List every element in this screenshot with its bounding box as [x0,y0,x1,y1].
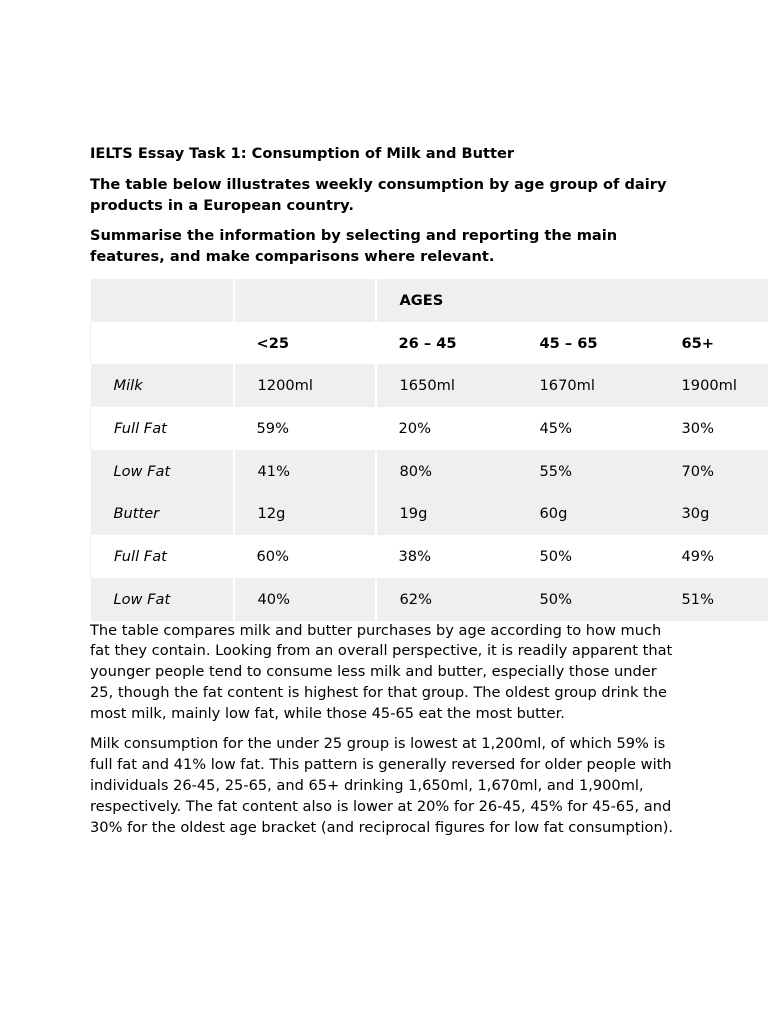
table-row [91,578,768,621]
table-row [91,535,768,578]
row-label: Full Fat [91,535,234,578]
table-row [91,492,768,535]
table-cell: 60g [517,492,659,535]
table-cell: 50% [539,547,572,565]
table-cell: 41% [234,450,376,493]
task-instructions: Summarise the information by selecting and reporting the main features, and make comparisons where relevant. [90,227,618,265]
table-cell: 30% [681,419,714,437]
column-header: <25 [256,334,290,352]
document-page [90,144,768,838]
table-cell: 62% [376,578,517,621]
table-cell: 59% [256,419,289,437]
table-cell: 40% [234,578,376,621]
table-row [91,450,768,493]
table-row [91,407,768,450]
row-label: Full Fat [91,407,234,450]
table-cell: 60% [256,547,289,565]
table-cell: 1900ml [659,364,768,407]
column-header: 65+ [681,334,715,352]
essay-paragraph: The table compares milk and butter purchases by age according to how much fat they contain. Looking from an overall perspective, it is readily apparent that younger people tend to consume less milk and butter, especially those under 25, though the fat content is highest for that group. The oldest group drink the most milk, mainly low fat, while those 45-65 eat the most butter. [90,621,673,722]
column-header: 26 – 45 [398,334,457,352]
table-cell: 1650ml [376,364,517,407]
table-column-header-row [91,322,768,365]
table-cell: 1670ml [517,364,659,407]
table-cell: 19g [376,492,517,535]
table-empty-cell [234,279,376,322]
table-corner-cell [91,279,234,322]
ages-header: AGES [376,279,768,322]
table-cell: 51% [659,578,768,621]
essay-paragraph: Milk consumption for the under 25 group is lowest at 1,200ml, of which 59% is full fat and 41% low fat. This pattern is generally reversed for older people with individuals 26-45, 25-65, and 65+ drinking 1,650ml, 1,670ml, and 1,900ml, respectively. The fat content also is lower at 20% for 26-45, 45% for 45-65, and 30% for the oldest age bracket (and reciprocal figures for low fat consumption). [90,735,674,836]
row-label: Milk [91,364,234,407]
table-cell: 49% [681,547,714,565]
table-group-header-row [91,279,768,322]
consumption-table [90,279,768,621]
table-cell: 1200ml [234,364,376,407]
table-cell: 30g [659,492,768,535]
table-cell: 20% [398,419,431,437]
table-cell: 38% [398,547,431,565]
document-title: IELTS Essay Task 1: Consumption of Milk and Butter [90,145,515,162]
row-label: Butter [91,492,234,535]
table-corner-cell [91,322,234,365]
table-cell: 70% [659,450,768,493]
row-label: Low Fat [91,450,234,493]
column-header: 45 – 65 [539,334,598,352]
table-cell: 45% [539,419,572,437]
table-cell: 55% [517,450,659,493]
table-cell: 80% [376,450,517,493]
task-prompt: The table below illustrates weekly consumption by age group of dairy products in a European country. [90,176,667,214]
table-cell: 12g [234,492,376,535]
row-label: Low Fat [91,578,234,621]
table-row [91,364,768,407]
table-cell: 50% [517,578,659,621]
